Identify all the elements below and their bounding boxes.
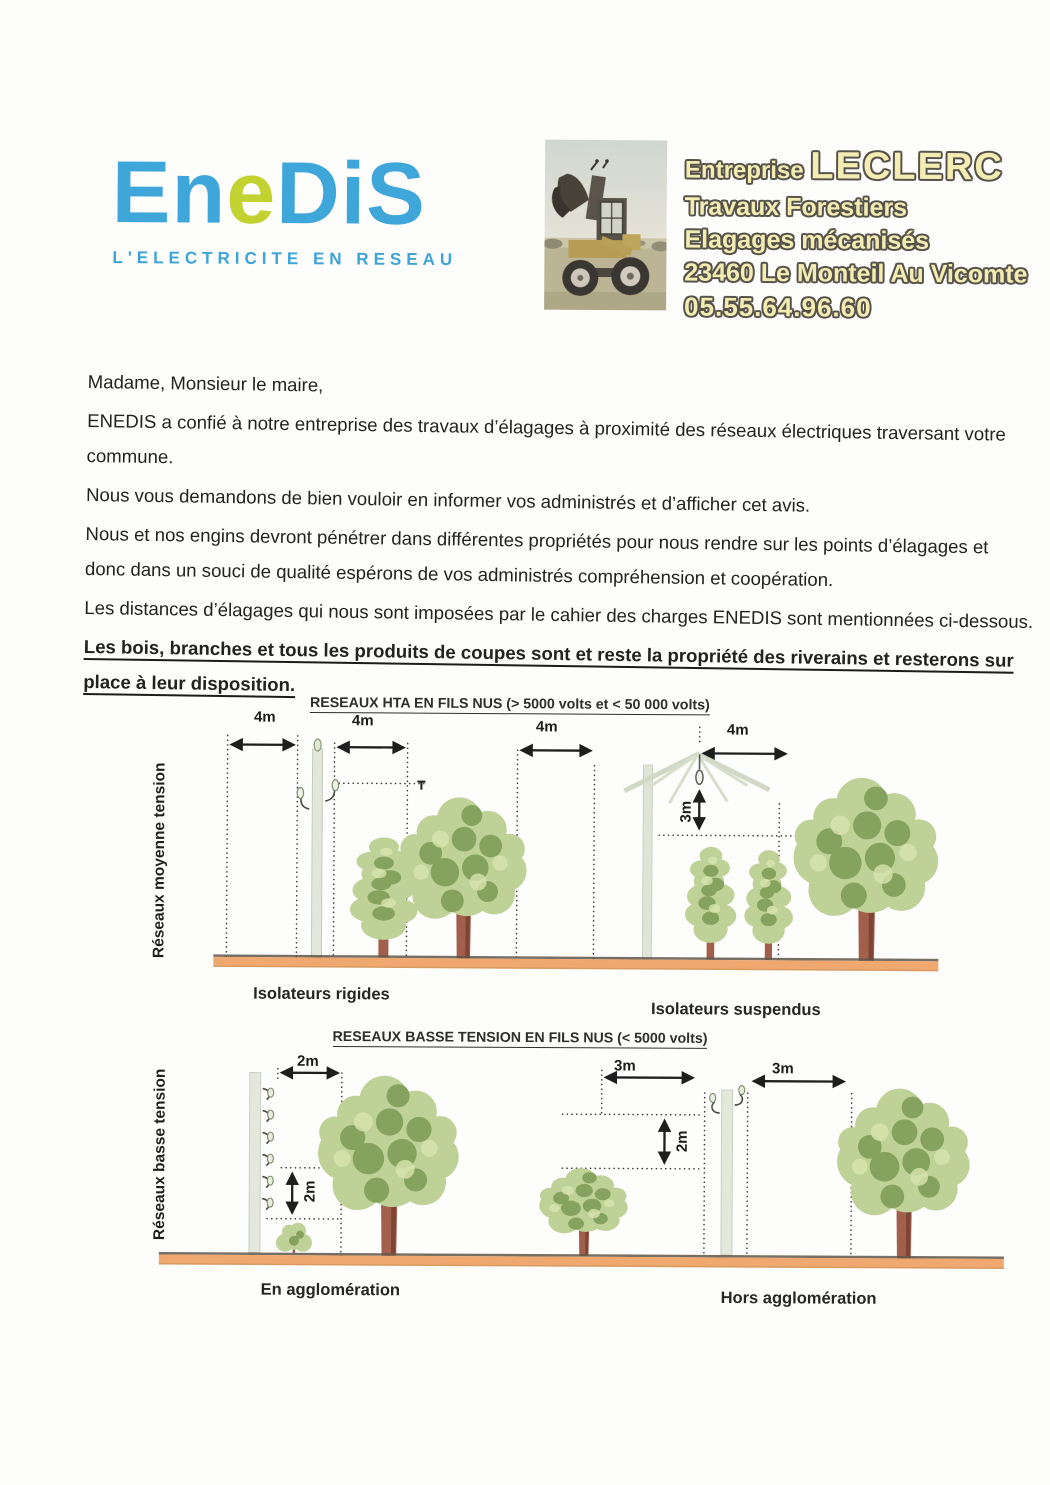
- dim-2m-vertical-right: 2m: [673, 1130, 691, 1153]
- paragraph-2: Nous vous demandons de bien vouloir en informer vos administrés et d’afficher cet avis.: [85, 483, 811, 516]
- diagram-bt-side-label: Réseaux basse tension: [150, 1068, 169, 1241]
- company-prefix: Entreprise: [684, 156, 804, 185]
- ground: [159, 1252, 1004, 1269]
- pole-bt-left: [249, 1073, 274, 1253]
- caption-isolateurs-suspendus: Isolateurs suspendus: [650, 1000, 821, 1020]
- dim-4m-3: 4m: [535, 718, 558, 736]
- ground: [213, 954, 938, 971]
- dim-4m-4: 4m: [726, 721, 749, 739]
- company-name: LECLERC: [810, 145, 1004, 189]
- forestry-machine-photo: [544, 140, 667, 311]
- letterhead: [0, 0, 1050, 346]
- tree: [744, 850, 793, 960]
- tree: [317, 1075, 459, 1257]
- dim-3m-right: 3m: [771, 1060, 794, 1078]
- diagram-hta-side-label: Réseaux moyenne tension: [150, 762, 169, 959]
- dim-3m-left: 3m: [613, 1057, 636, 1075]
- company-name-line: [685, 146, 1025, 193]
- logo-text-en: En: [111, 142, 227, 242]
- paragraph-1: ENEDIS a confié à notre entreprise des travaux d’élagages à proximité des réseaux électriques traversant votre commune.: [86, 409, 1007, 468]
- dim-4m-1: 4m: [253, 708, 276, 726]
- caption-isolateurs-rigides: Isolateurs rigides: [253, 984, 390, 1004]
- diagram-bt-title: RESEAUX BASSE TENSION EN FILS NUS (< 5000 volts): [332, 1028, 708, 1047]
- tree: [539, 1168, 628, 1257]
- diagram-hta-title: RESEAUX HTA EN FILS NUS (> 5000 volts et < 50 000 volts): [309, 694, 710, 714]
- caption-hors-agglomeration: Hors agglomération: [720, 1288, 877, 1308]
- letter-body: [83, 364, 1034, 716]
- diagram-bt-drawing: [149, 1040, 1010, 1284]
- enedis-logo: [111, 142, 427, 243]
- paragraph-5-bold: Les bois, branches et tous les produits de coupes sont et reste la propriété des riverains et resterons sur place à leur disposition.: [83, 629, 984, 712]
- company-block: [684, 145, 1028, 326]
- dim-3m-vertical: 3m: [677, 800, 695, 823]
- paragraph-4: Les distances d’élagages qui nous sont imposées par le cahier des charges ENEDIS sont mentionnées ci-dessous.: [84, 596, 1034, 633]
- caption-en-agglomeration: En agglomération: [260, 1280, 401, 1300]
- company-activity-1: Travaux Forestiers: [684, 192, 908, 222]
- bush: [276, 1223, 312, 1253]
- logo-green-e: e: [225, 142, 277, 243]
- tree: [399, 797, 527, 962]
- tree: [837, 1088, 971, 1260]
- enedis-tagline: L'ELECTRICITE EN RESEAU: [112, 248, 458, 270]
- tree: [685, 847, 737, 960]
- logo-text-dis: DiS: [275, 143, 427, 243]
- pole-rigid-insulators: [296, 739, 339, 957]
- company-address: 23460 Le Monteil Au Vicomte: [684, 258, 1028, 289]
- pole-bt-right: [709, 1085, 745, 1255]
- dim-4m-2: 4m: [351, 712, 374, 730]
- machine-photo-art: [544, 140, 667, 311]
- dim-2m-vertical-left: 2m: [301, 1180, 319, 1203]
- company-phone: 05.55.64.96.60: [684, 291, 872, 323]
- paragraph-3: Nous et nos engins devront pénétrer dans différentes propriétés pour nous rendre sur les points d’élagages et donc dans un souci de qualité espérons de vos administrés compréhension et coopération.: [84, 522, 989, 591]
- dim-2m-horizontal: 2m: [297, 1052, 319, 1070]
- tree: [793, 777, 939, 965]
- salutation: Madame, Monsieur le maire,: [87, 370, 324, 396]
- company-activity-2: Elagages mécanisés: [684, 225, 930, 256]
